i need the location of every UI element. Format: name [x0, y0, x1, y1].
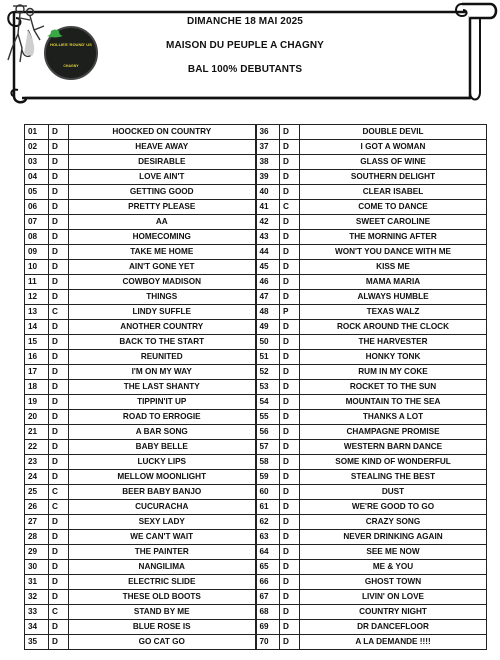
dance-title: BABY BELLE [69, 440, 256, 455]
dance-number: 27 [25, 515, 49, 530]
event-date: DIMANCHE 18 MAI 2025 [187, 16, 303, 27]
dance-title: GO CAT GO [69, 635, 256, 650]
dance-level: D [49, 350, 69, 365]
dance-number: 18 [25, 380, 49, 395]
dance-title: A BAR SONG [69, 425, 256, 440]
dance-title: GHOST TOWN [300, 575, 487, 590]
dance-level: D [49, 275, 69, 290]
dance-title: CUCURACHA [69, 500, 256, 515]
table-row [25, 515, 487, 530]
club-logo [44, 26, 98, 80]
dance-title: ALWAYS HUMBLE [300, 290, 487, 305]
table-row [25, 200, 487, 215]
dance-number: 34 [25, 620, 49, 635]
dance-number: 06 [25, 200, 49, 215]
dance-level: D [280, 560, 300, 575]
dance-level: P [280, 305, 300, 320]
dance-number: 58 [256, 455, 280, 470]
dance-title: THE MORNING AFTER [300, 230, 487, 245]
dance-title: MOUNTAIN TO THE SEA [300, 395, 487, 410]
table-row [25, 395, 487, 410]
dance-level: C [49, 605, 69, 620]
dance-number: 55 [256, 410, 280, 425]
dance-number: 16 [25, 350, 49, 365]
dance-level: D [49, 230, 69, 245]
dance-title: WESTERN BARN DANCE [300, 440, 487, 455]
dance-title: THINGS [69, 290, 256, 305]
dance-number: 41 [256, 200, 280, 215]
dance-number: 59 [256, 470, 280, 485]
table-row [25, 605, 487, 620]
dance-level: D [280, 365, 300, 380]
table-row [25, 320, 487, 335]
dance-level: D [280, 215, 300, 230]
event-type: BAL 100% DEBUTANTS [187, 64, 303, 75]
dance-number: 52 [256, 365, 280, 380]
dance-number: 51 [256, 350, 280, 365]
dance-level: D [49, 290, 69, 305]
dance-number: 64 [256, 545, 280, 560]
dance-number: 28 [25, 530, 49, 545]
dance-number: 47 [256, 290, 280, 305]
dance-title: TAKE ME HOME [69, 245, 256, 260]
dance-level: C [49, 305, 69, 320]
dance-number: 14 [25, 320, 49, 335]
dance-level: D [280, 155, 300, 170]
dance-level: D [280, 635, 300, 650]
table-row [25, 560, 487, 575]
dance-level: D [280, 410, 300, 425]
table-row [25, 365, 487, 380]
dance-title: CLEAR ISABEL [300, 185, 487, 200]
dance-level: D [280, 380, 300, 395]
dance-number: 25 [25, 485, 49, 500]
dance-title: PRETTY PLEASE [69, 200, 256, 215]
dance-title: I GOT A WOMAN [300, 140, 487, 155]
dance-level: D [280, 290, 300, 305]
dance-level: D [280, 335, 300, 350]
dance-title: KISS ME [300, 260, 487, 275]
dance-number: 08 [25, 230, 49, 245]
header-text [100, 10, 390, 82]
table-row [25, 305, 487, 320]
dance-level: D [49, 260, 69, 275]
table-row [25, 230, 487, 245]
dance-title: SEXY LADY [69, 515, 256, 530]
logo-text: HOLLIES' ROUND' US [50, 42, 92, 47]
dance-level: D [280, 185, 300, 200]
dance-number: 20 [25, 410, 49, 425]
dance-number: 15 [25, 335, 49, 350]
dance-level: D [49, 620, 69, 635]
dance-number: 05 [25, 185, 49, 200]
dance-level: D [280, 245, 300, 260]
dance-level: D [49, 170, 69, 185]
dance-title: HEAVE AWAY [69, 140, 256, 155]
dance-title: WON'T YOU DANCE WITH ME [300, 245, 487, 260]
dance-level: D [49, 455, 69, 470]
dance-title: HOOCKED ON COUNTRY [69, 125, 256, 140]
dance-title: THESE OLD BOOTS [69, 590, 256, 605]
dance-title: GETTING GOOD [69, 185, 256, 200]
dance-title: LOVE AIN'T [69, 170, 256, 185]
table-row [25, 125, 487, 140]
dance-title: ROCKET TO THE SUN [300, 380, 487, 395]
table-row [25, 530, 487, 545]
table-row [25, 335, 487, 350]
dance-title: HOMECOMING [69, 230, 256, 245]
dance-number: 07 [25, 215, 49, 230]
header-banner [0, 0, 500, 110]
dance-level: D [280, 500, 300, 515]
dance-level: D [49, 185, 69, 200]
dance-number: 42 [256, 215, 280, 230]
dance-title: SEE ME NOW [300, 545, 487, 560]
dance-title: BACK TO THE START [69, 335, 256, 350]
dance-title: ME & YOU [300, 560, 487, 575]
table-row [25, 500, 487, 515]
dance-number: 30 [25, 560, 49, 575]
dance-level: C [280, 200, 300, 215]
dance-title: REUNITED [69, 350, 256, 365]
dance-level: D [280, 575, 300, 590]
dance-level: D [49, 560, 69, 575]
dance-level: D [280, 125, 300, 140]
dance-number: 37 [256, 140, 280, 155]
dance-number: 46 [256, 275, 280, 290]
dance-level: D [280, 440, 300, 455]
dance-title: GLASS OF WINE [300, 155, 487, 170]
dance-title: ROAD TO ERROGIE [69, 410, 256, 425]
dance-number: 69 [256, 620, 280, 635]
dance-level: D [280, 470, 300, 485]
dance-number: 21 [25, 425, 49, 440]
dance-level: D [49, 530, 69, 545]
table-row [25, 590, 487, 605]
dance-title: TEXAS WALZ [300, 305, 487, 320]
table-row [25, 245, 487, 260]
dance-title: TIPPIN'IT UP [69, 395, 256, 410]
logo-subtext: CHAGNY [63, 64, 79, 68]
table-row [25, 425, 487, 440]
dance-title: MELLOW MOONLIGHT [69, 470, 256, 485]
table-row [25, 575, 487, 590]
dance-number: 68 [256, 605, 280, 620]
dance-title: THE HARVESTER [300, 335, 487, 350]
table-row [25, 620, 487, 635]
dance-title: BEER BABY BANJO [69, 485, 256, 500]
dance-number: 09 [25, 245, 49, 260]
dance-level: D [280, 590, 300, 605]
dance-title: DUST [300, 485, 487, 500]
dance-level: D [49, 380, 69, 395]
dance-title: A LA DEMANDE !!!! [300, 635, 487, 650]
dance-level: D [280, 170, 300, 185]
dance-level: D [280, 275, 300, 290]
dance-level: D [280, 350, 300, 365]
dance-level: D [49, 200, 69, 215]
dance-number: 40 [256, 185, 280, 200]
dance-title: COUNTRY NIGHT [300, 605, 487, 620]
dance-level: D [280, 395, 300, 410]
dance-level: D [280, 455, 300, 470]
dance-number: 19 [25, 395, 49, 410]
dance-title: AIN'T GONE YET [69, 260, 256, 275]
dance-level: D [49, 425, 69, 440]
dance-title: THANKS A LOT [300, 410, 487, 425]
dance-title: DR DANCEFLOOR [300, 620, 487, 635]
dancing-couple-icon [0, 0, 50, 66]
table-row [25, 410, 487, 425]
dance-number: 53 [256, 380, 280, 395]
dance-level: D [49, 470, 69, 485]
dance-number: 35 [25, 635, 49, 650]
dance-number: 38 [256, 155, 280, 170]
dance-level: D [49, 320, 69, 335]
dance-number: 57 [256, 440, 280, 455]
dance-number: 43 [256, 230, 280, 245]
dance-title: AA [69, 215, 256, 230]
dance-level: D [49, 440, 69, 455]
dance-number: 67 [256, 590, 280, 605]
dance-number: 66 [256, 575, 280, 590]
dance-number: 70 [256, 635, 280, 650]
dance-title: LUCKY LIPS [69, 455, 256, 470]
dance-number: 44 [256, 245, 280, 260]
dance-number: 50 [256, 335, 280, 350]
dance-number: 24 [25, 470, 49, 485]
dance-level: D [49, 545, 69, 560]
dance-level: D [49, 140, 69, 155]
dance-title: SWEET CAROLINE [300, 215, 487, 230]
table-row [25, 170, 487, 185]
table-row [25, 455, 487, 470]
dance-number: 23 [25, 455, 49, 470]
table-row [25, 155, 487, 170]
dance-number: 04 [25, 170, 49, 185]
dance-title: SOUTHERN DELIGHT [300, 170, 487, 185]
dance-title: NEVER DRINKING AGAIN [300, 530, 487, 545]
dance-level: D [280, 140, 300, 155]
dance-number: 12 [25, 290, 49, 305]
event-venue: MAISON DU PEUPLE A CHAGNY [166, 40, 324, 51]
playlist-table [24, 124, 487, 650]
dance-level: D [280, 260, 300, 275]
dance-level: D [49, 590, 69, 605]
dance-number: 33 [25, 605, 49, 620]
dance-title: THE LAST SHANTY [69, 380, 256, 395]
dance-level: D [49, 335, 69, 350]
dance-title: STEALING THE BEST [300, 470, 487, 485]
dance-title: WE CAN'T WAIT [69, 530, 256, 545]
dance-level: C [49, 500, 69, 515]
dance-title: LIVIN' ON LOVE [300, 590, 487, 605]
dance-level: D [49, 155, 69, 170]
dance-title: I'M ON MY WAY [69, 365, 256, 380]
dance-number: 61 [256, 500, 280, 515]
dance-title: CHAMPAGNE PROMISE [300, 425, 487, 440]
dance-number: 49 [256, 320, 280, 335]
dance-title: ROCK AROUND THE CLOCK [300, 320, 487, 335]
table-row [25, 275, 487, 290]
dance-title: CRAZY SONG [300, 515, 487, 530]
dance-level: D [280, 485, 300, 500]
dance-title: DOUBLE DEVIL [300, 125, 487, 140]
dance-level: D [49, 215, 69, 230]
table-row [25, 440, 487, 455]
dance-level: D [280, 620, 300, 635]
dance-level: D [49, 125, 69, 140]
dance-number: 10 [25, 260, 49, 275]
dance-number: 01 [25, 125, 49, 140]
dance-level: D [49, 365, 69, 380]
table-row [25, 485, 487, 500]
dance-title: BLUE ROSE IS [69, 620, 256, 635]
dance-title: ELECTRIC SLIDE [69, 575, 256, 590]
table-row [25, 350, 487, 365]
dance-number: 54 [256, 395, 280, 410]
table-row [25, 635, 487, 650]
dance-number: 56 [256, 425, 280, 440]
dance-level: D [280, 425, 300, 440]
dance-level: D [280, 515, 300, 530]
dance-title: SOME KIND OF WONDERFUL [300, 455, 487, 470]
dance-number: 31 [25, 575, 49, 590]
dance-title: MAMA MARIA [300, 275, 487, 290]
table-row [25, 215, 487, 230]
table-row [25, 140, 487, 155]
dance-title: THE PAINTER [69, 545, 256, 560]
dance-number: 48 [256, 305, 280, 320]
table-row [25, 260, 487, 275]
dance-title: NANGILIMA [69, 560, 256, 575]
dance-number: 36 [256, 125, 280, 140]
dance-number: 60 [256, 485, 280, 500]
table-row [25, 185, 487, 200]
dance-number: 39 [256, 170, 280, 185]
dance-title: COME TO DANCE [300, 200, 487, 215]
table-row [25, 380, 487, 395]
dance-level: D [49, 515, 69, 530]
dance-title: WE'RE GOOD TO GO [300, 500, 487, 515]
dance-title: HONKY TONK [300, 350, 487, 365]
dance-level: D [280, 320, 300, 335]
table-row [25, 470, 487, 485]
dance-number: 32 [25, 590, 49, 605]
dance-number: 65 [256, 560, 280, 575]
dance-title: COWBOY MADISON [69, 275, 256, 290]
dance-number: 03 [25, 155, 49, 170]
dance-title: ANOTHER COUNTRY [69, 320, 256, 335]
dance-number: 63 [256, 530, 280, 545]
table-row [25, 545, 487, 560]
dance-number: 62 [256, 515, 280, 530]
dance-level: D [49, 635, 69, 650]
dance-level: D [49, 410, 69, 425]
dance-level: D [49, 395, 69, 410]
dance-title: RUM IN MY COKE [300, 365, 487, 380]
dance-level: D [49, 575, 69, 590]
dance-number: 02 [25, 140, 49, 155]
dance-number: 11 [25, 275, 49, 290]
dance-number: 45 [256, 260, 280, 275]
table-row [25, 290, 487, 305]
dance-level: C [49, 485, 69, 500]
dance-title: DESIRABLE [69, 155, 256, 170]
dance-level: D [49, 245, 69, 260]
dance-level: D [280, 605, 300, 620]
dance-number: 22 [25, 440, 49, 455]
dance-title: LINDY SUFFLE [69, 305, 256, 320]
dance-number: 29 [25, 545, 49, 560]
dance-number: 26 [25, 500, 49, 515]
dance-title: STAND BY ME [69, 605, 256, 620]
dance-level: D [280, 230, 300, 245]
dance-number: 13 [25, 305, 49, 320]
dance-number: 17 [25, 365, 49, 380]
dance-level: D [280, 545, 300, 560]
dance-level: D [280, 530, 300, 545]
